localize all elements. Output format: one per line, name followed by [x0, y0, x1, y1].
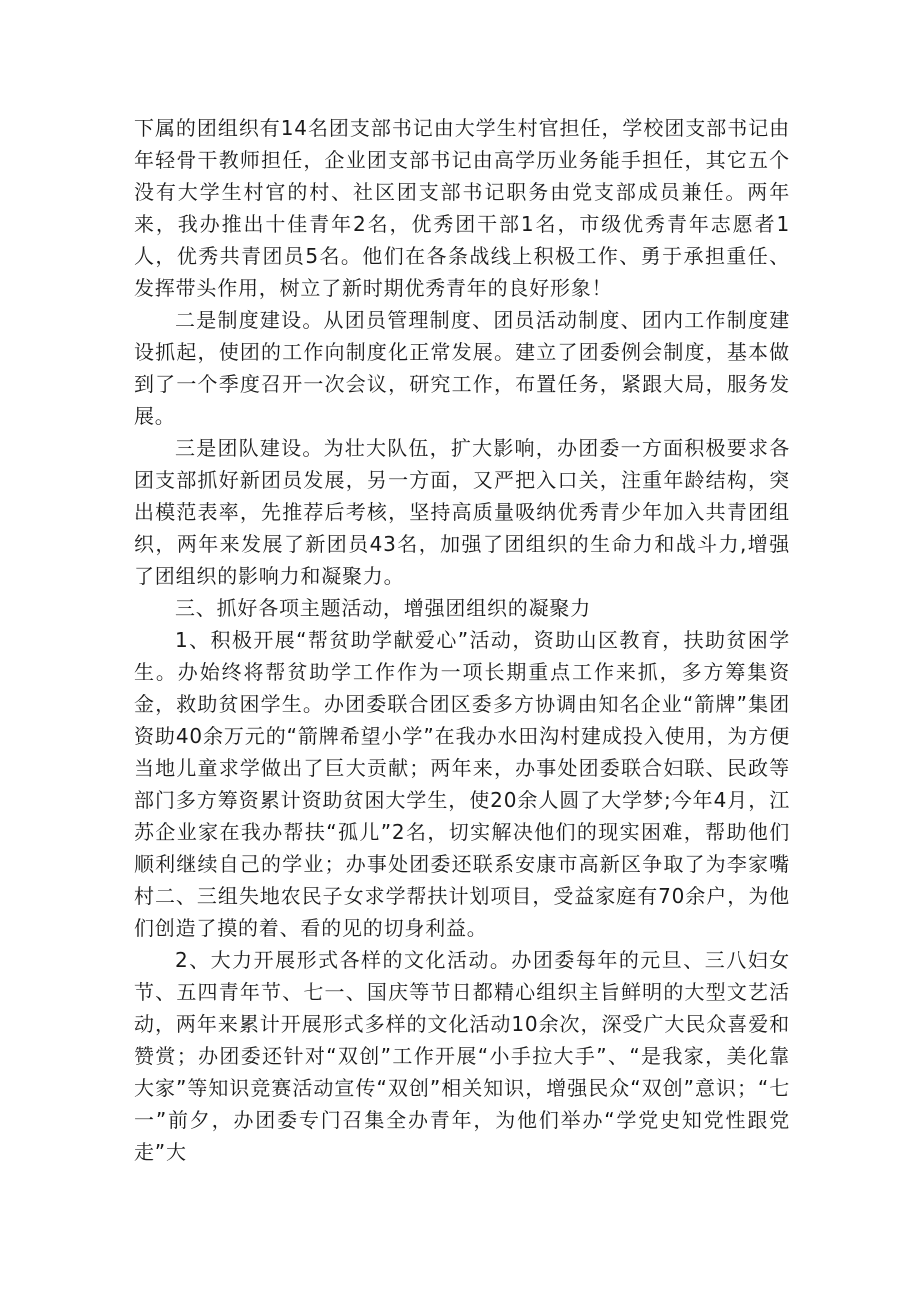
- paragraph-youth-leaders: 下属的团组织有14名团支部书记由大学生村官担任，学校团支部书记由年轻骨干教师担任，企业团支部书记由高学历业务能手担任，其它五个没有大学生村官的村、社区团支部书记职务由党支部成员兼任。两年来，我办推出十佳青年2名，优秀团干部1名，市级优秀青年志愿者1人，优秀共青团员5名。他们在各条战线上积极工作、勇于承担重任、发挥带头作用，树立了新时期优秀青年的良好形象！: [134, 116, 790, 300]
- paragraph-system-building: 二是制度建设。从团员管理制度、团员活动制度、团内工作制度建设抓起，使团的工作向制度化正常发展。建立了团委例会制度，基本做到了一个季度召开一次会议，研究工作，布置任务，紧跟大局，服务发展。: [134, 308, 790, 428]
- paragraph-poverty-aid: 1、积极开展“帮贫助学献爱心”活动，资助山区教育，扶助贫困学生。办始终将帮贫助学工作作为一项长期重点工作来抓，多方筹集资金，救助贫困学生。办团委联合团区委多方协调由知名企业“箭牌”集团资助40余万元的“箭牌希望小学”在我办水田沟村建成投入使用，为方便当地儿童求学做出了巨大贡献；两年来，办事处团委联合妇联、民政等部门多方筹资累计资助贫困大学生，使20余人圆了大学梦;今年4月，江苏企业家在我办帮扶“孤儿”2名，切实解决他们的现实困难，帮助他们顺利继续自己的学业；办事处团委还联系安康市高新区争取了为李家嘴村二、三组失地农民子女求学帮扶计划项目，受益家庭有70余户，为他们创造了摸的着、看的见的切身利益。: [134, 628, 790, 940]
- paragraph-team-building: 三是团队建设。为壮大队伍，扩大影响，办团委一方面积极要求各团支部抓好新团员发展，另一方面，又严把入口关，注重年龄结构，突出模范表率，先推荐后考核，坚持高质量吸纳优秀青少年加入共青团组织，两年来发展了新团员43名，加强了团组织的生命力和战斗力,增强了团组织的影响力和凝聚力。: [134, 436, 790, 588]
- section-heading-theme-activities: 三、抓好各项主题活动，增强团组织的凝聚力: [175, 596, 591, 620]
- document-body: [134, 112, 790, 1168]
- paragraph-cultural-activities: 2、大力开展形式各样的文化活动。办团委每年的元旦、三八妇女节、五四青年节、七一、国庆等节日都精心组织主旨鲜明的大型文艺活动，两年来累计开展形式多样的文化活动10余次，深受广大民众喜爱和赞赏；办团委还针对“双创”工作开展“小手拉大手”、“是我家，美化靠大家”等知识竞赛活动宣传“双创”相关知识，增强民众“双创”意识；“七一”前夕，办团委专门召集全办青年，为他们举办“学党史知党性跟党走”大: [134, 948, 790, 1164]
